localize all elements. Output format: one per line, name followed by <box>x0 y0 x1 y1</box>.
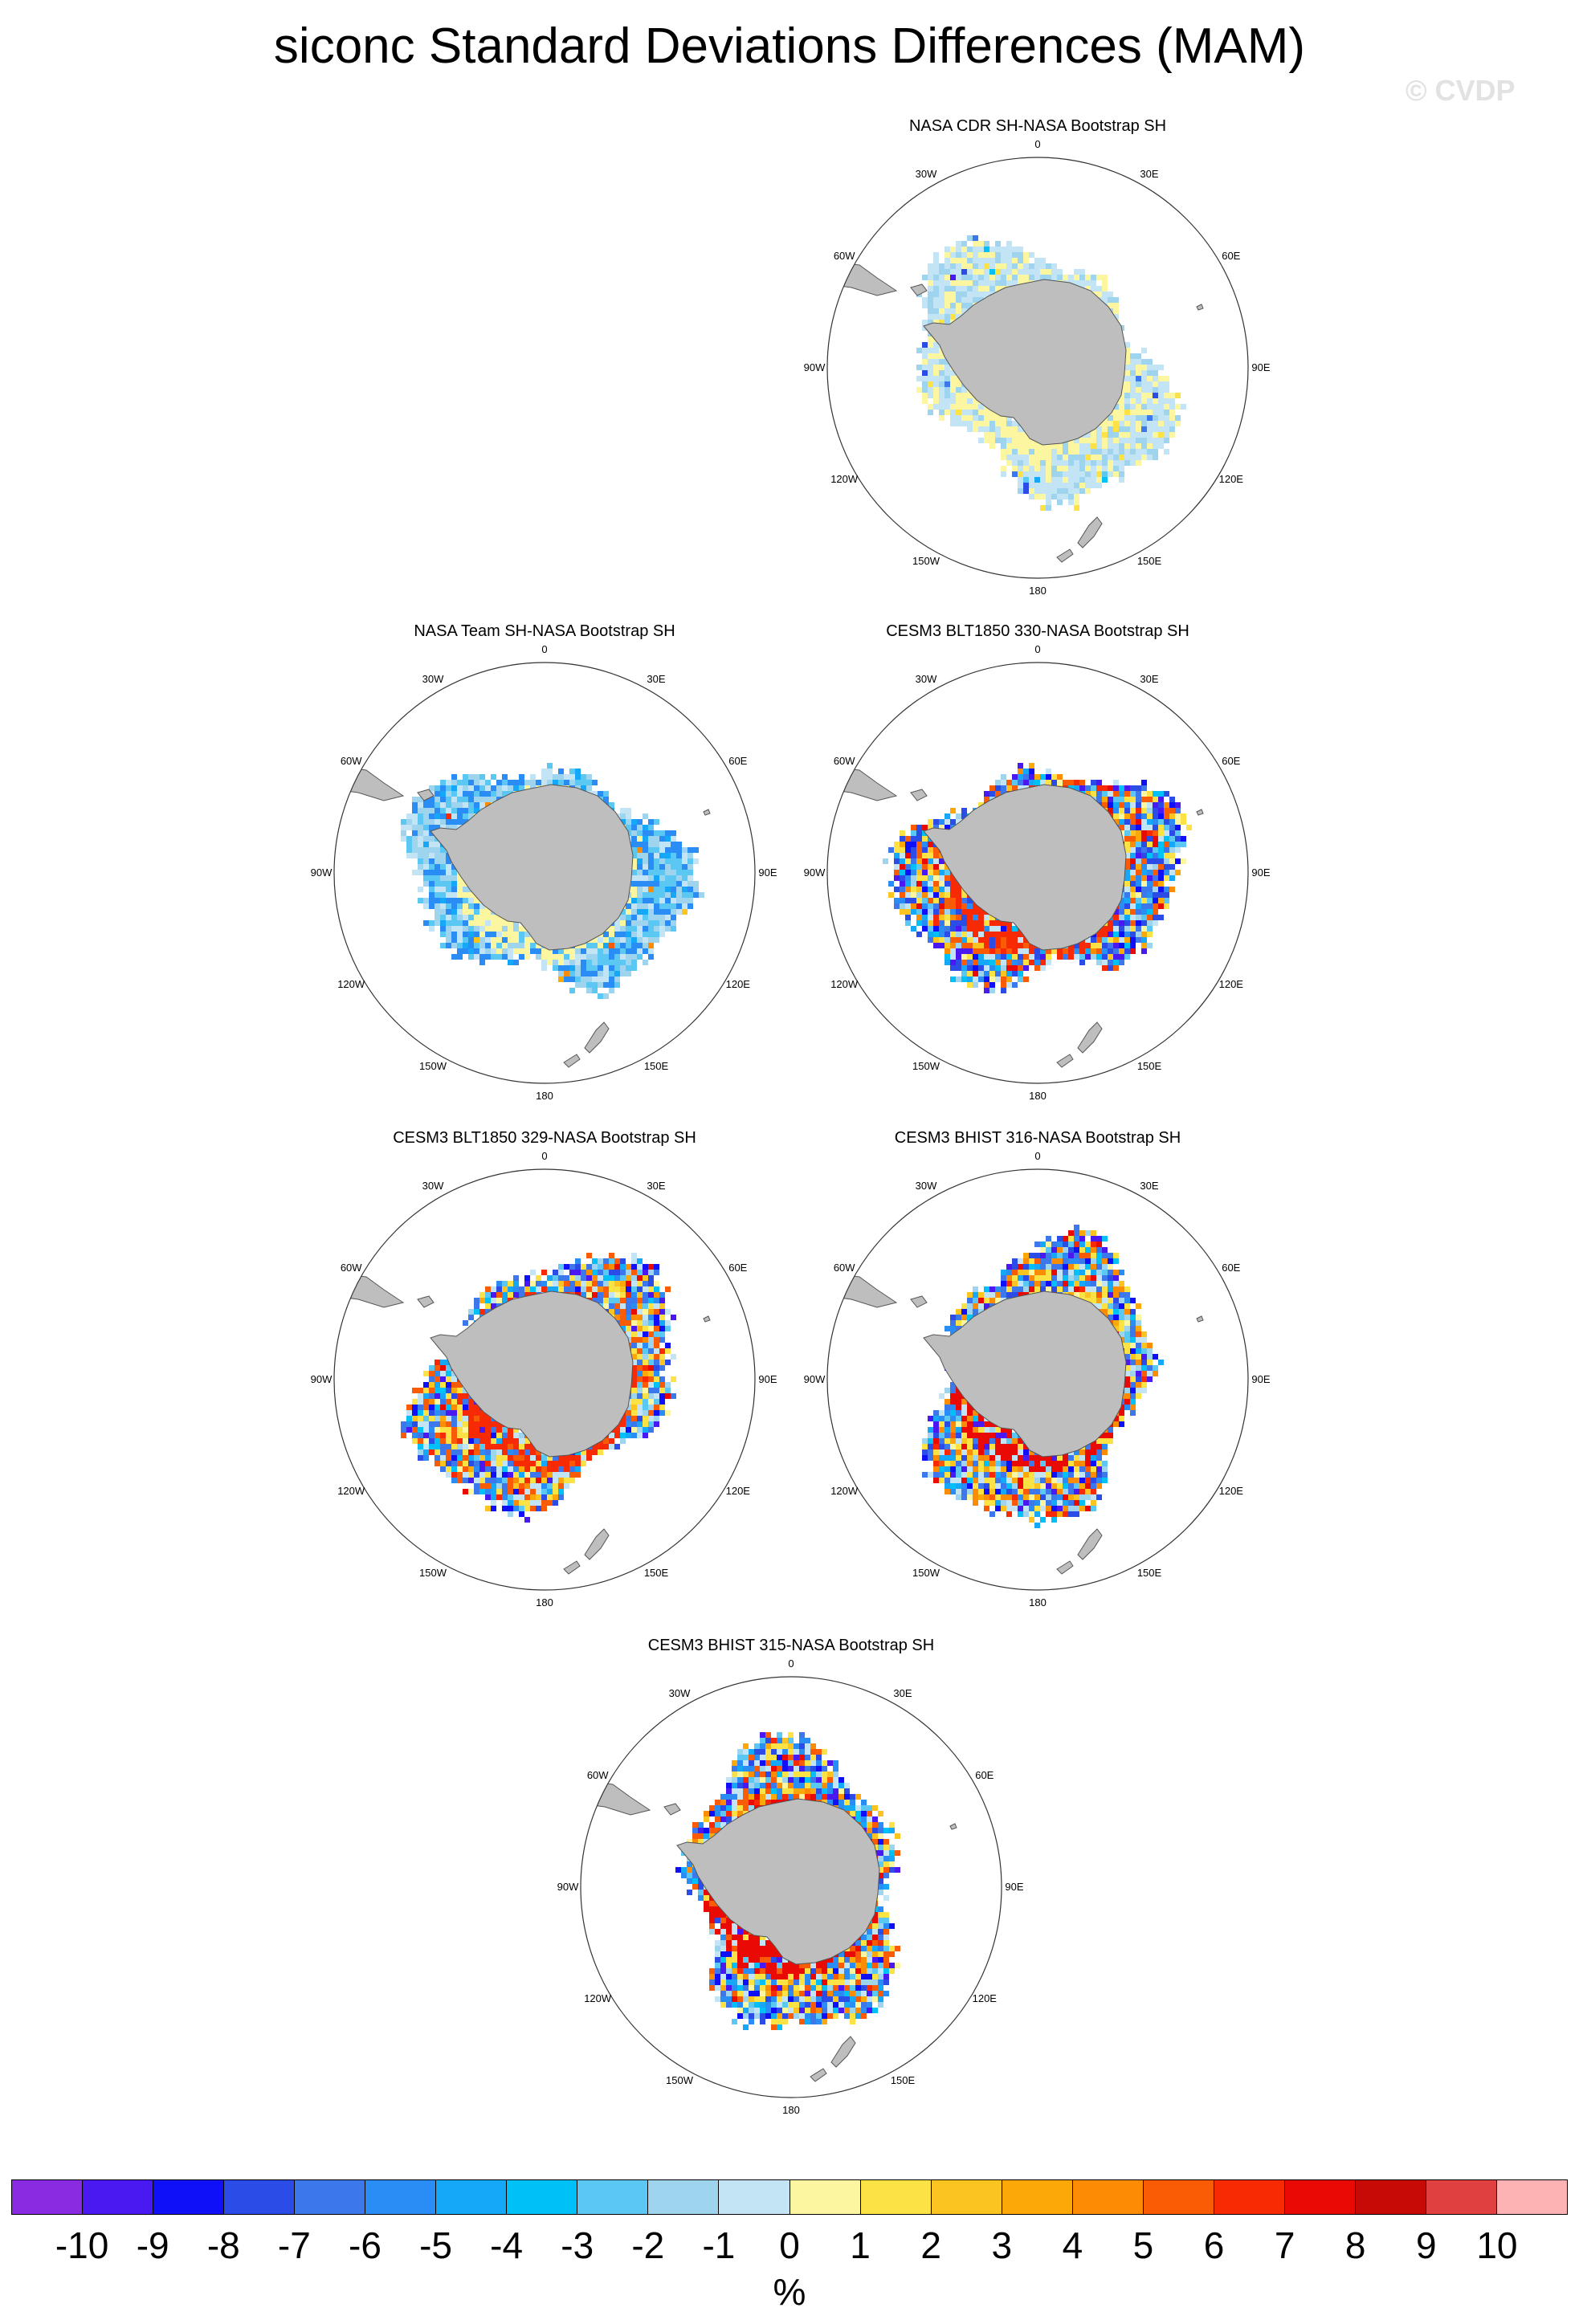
longitude-label-180: 180 <box>536 1596 553 1608</box>
colorbar-unit: % <box>773 2271 806 2313</box>
colorbar-tick-label: -5 <box>419 2224 452 2266</box>
longitude-label-150e: 150E <box>1136 554 1162 567</box>
panel-title: CESM3 BHIST 315-NASA Bootstrap SH <box>647 1637 935 1654</box>
tasmania-landmass <box>1197 1011 1214 1027</box>
longitude-label-120e: 120E <box>1218 978 1243 990</box>
colorbar-tick-label: 2 <box>920 2224 941 2266</box>
longitude-label-30w: 30W <box>422 673 444 686</box>
panel-title: NASA CDR SH-NASA Bootstrap SH <box>908 117 1167 135</box>
longitude-label-60w: 60W <box>586 1769 609 1781</box>
tasmania-landmass <box>1197 1518 1214 1534</box>
longitude-label-150w: 150W <box>666 2073 693 2086</box>
polar-stereographic-map <box>789 139 1287 597</box>
longitude-label-120w: 120W <box>584 1992 612 2004</box>
colorbar-tick-label: 3 <box>991 2224 1013 2266</box>
panel-title: NASA Team SH-NASA Bootstrap SH <box>414 622 675 640</box>
longitude-label-30e: 30E <box>1140 1180 1159 1193</box>
map-panel-team <box>296 622 794 1103</box>
colorbar-swatch <box>932 2180 1002 2214</box>
longitude-label-30e: 30E <box>1140 168 1159 181</box>
colorbar-tick-label: 0 <box>779 2224 800 2266</box>
colorbar-swatch <box>577 2180 648 2214</box>
longitude-label-30e: 30E <box>893 1687 912 1700</box>
colorbar-tick-label: 7 <box>1274 2224 1295 2266</box>
colorbar-swatch <box>83 2180 153 2214</box>
colorbar-swatch <box>790 2180 861 2214</box>
map-panel-cdr <box>789 116 1287 598</box>
polar-stereographic-map <box>296 1151 794 1608</box>
polar-stereographic-map <box>789 644 1287 1102</box>
colorbar-tick-label: 8 <box>1344 2224 1366 2266</box>
longitude-label-0: 0 <box>541 1151 548 1162</box>
colorbar-tick-label: 4 <box>1062 2224 1083 2266</box>
longitude-label-150w: 150W <box>912 1566 940 1579</box>
longitude-label-60w: 60W <box>833 250 855 262</box>
colorbar-swatch <box>153 2180 224 2214</box>
longitude-label-90w: 90W <box>803 866 826 879</box>
tasmania-landmass <box>704 1518 721 1534</box>
page-title: siconc Standard Deviations Differences (MAM) <box>273 18 1306 74</box>
longitude-label-0: 0 <box>541 644 548 655</box>
longitude-label-150w: 150W <box>912 554 940 567</box>
colorbar <box>11 2179 1568 2215</box>
longitude-label-90w: 90W <box>557 1881 579 1893</box>
colorbar-tick-label: -6 <box>349 2224 381 2266</box>
colorbar-tick-label: -10 <box>55 2224 109 2266</box>
colorbar-swatch <box>719 2180 790 2214</box>
colorbar-swatch <box>365 2180 436 2214</box>
longitude-label-120w: 120W <box>337 978 365 990</box>
longitude-label-30e: 30E <box>647 673 666 686</box>
longitude-label-90e: 90E <box>758 866 777 879</box>
polar-stereographic-map <box>296 644 794 1102</box>
colorbar-tick-label: 5 <box>1132 2224 1154 2266</box>
longitude-label-60e: 60E <box>1222 250 1241 262</box>
longitude-label-30w: 30W <box>668 1687 691 1700</box>
longitude-label-180: 180 <box>1029 1596 1047 1608</box>
colorbar-tick-label: 10 <box>1476 2224 1518 2266</box>
polar-stereographic-map <box>542 1658 1040 2116</box>
longitude-label-90e: 90E <box>1251 361 1271 373</box>
colorbar-tick-label: -3 <box>561 2224 594 2266</box>
longitude-label-90w: 90W <box>310 866 333 879</box>
colorbar-swatch <box>1073 2180 1144 2214</box>
tasmania-landmass <box>950 2025 968 2041</box>
longitude-label-60e: 60E <box>728 755 748 767</box>
colorbar-tick-label: -7 <box>277 2224 311 2266</box>
colorbar-swatch <box>1497 2180 1567 2214</box>
longitude-label-120w: 120W <box>830 978 859 990</box>
longitude-label-0: 0 <box>1034 644 1041 655</box>
tasmania-landmass <box>1197 506 1214 522</box>
longitude-label-180: 180 <box>1029 585 1047 597</box>
colorbar-swatch <box>648 2180 719 2214</box>
longitude-label-150w: 150W <box>912 1059 940 1072</box>
longitude-label-90e: 90E <box>1005 1881 1024 1893</box>
longitude-label-120w: 120W <box>337 1485 365 1497</box>
map-panel-blt1850-329 <box>296 1128 794 1610</box>
panel-title: CESM3 BLT1850 330-NASA Bootstrap SH <box>886 622 1189 640</box>
longitude-label-120e: 120E <box>725 1485 750 1497</box>
colorbar-swatch <box>295 2180 365 2214</box>
panel-title: CESM3 BHIST 316-NASA Bootstrap SH <box>894 1129 1181 1147</box>
longitude-label-150e: 150E <box>643 1059 669 1072</box>
longitude-label-90e: 90E <box>758 1373 777 1385</box>
longitude-label-30w: 30W <box>915 1180 937 1193</box>
longitude-label-150w: 150W <box>419 1059 447 1072</box>
colorbar-swatch <box>436 2180 507 2214</box>
longitude-label-150e: 150E <box>1136 1566 1162 1579</box>
colorbar-tick-label: 9 <box>1416 2224 1437 2266</box>
watermark: © CVDP <box>1406 74 1516 107</box>
longitude-label-120e: 120E <box>972 1992 997 2004</box>
longitude-label-60e: 60E <box>1222 755 1241 767</box>
longitude-label-180: 180 <box>782 2104 800 2116</box>
map-panel-bhist-316 <box>789 1128 1287 1610</box>
colorbar-tick-label: -1 <box>702 2224 736 2266</box>
longitude-label-120w: 120W <box>830 1485 859 1497</box>
longitude-label-0: 0 <box>1034 1151 1041 1162</box>
colorbar-swatch <box>1144 2180 1214 2214</box>
colorbar-swatch <box>861 2180 932 2214</box>
panel-title: CESM3 BLT1850 329-NASA Bootstrap SH <box>393 1129 696 1147</box>
longitude-label-60e: 60E <box>975 1769 994 1781</box>
longitude-label-150e: 150E <box>1136 1059 1162 1072</box>
longitude-label-60e: 60E <box>728 1262 748 1274</box>
longitude-label-90w: 90W <box>310 1373 333 1385</box>
longitude-label-30w: 30W <box>422 1180 444 1193</box>
colorbar-swatch <box>1426 2180 1497 2214</box>
longitude-label-90e: 90E <box>1251 1373 1271 1385</box>
longitude-label-150e: 150E <box>643 1566 669 1579</box>
longitude-label-150w: 150W <box>419 1566 447 1579</box>
colorbar-labels <box>11 2223 1568 2271</box>
longitude-label-150e: 150E <box>890 2073 916 2086</box>
map-panel-bhist-315 <box>542 1636 1040 2118</box>
longitude-label-120e: 120E <box>1218 1485 1243 1497</box>
colorbar-tick-label: 6 <box>1203 2224 1225 2266</box>
colorbar-swatch <box>507 2180 577 2214</box>
longitude-label-120e: 120E <box>725 978 750 990</box>
longitude-label-180: 180 <box>536 1090 553 1102</box>
longitude-label-90w: 90W <box>803 1373 826 1385</box>
colorbar-tick-label: -2 <box>631 2224 665 2266</box>
longitude-label-30e: 30E <box>647 1180 666 1193</box>
longitude-label-60w: 60W <box>340 755 362 767</box>
map-panel-blt1850-330 <box>789 622 1287 1103</box>
colorbar-swatch <box>1214 2180 1285 2214</box>
longitude-label-180: 180 <box>1029 1090 1047 1102</box>
tasmania-landmass <box>704 1011 721 1027</box>
longitude-label-60e: 60E <box>1222 1262 1241 1274</box>
polar-stereographic-map <box>789 1151 1287 1608</box>
colorbar-swatch <box>1356 2180 1426 2214</box>
colorbar-tick-label: -8 <box>206 2224 240 2266</box>
colorbar-tick-label: -4 <box>490 2224 524 2266</box>
longitude-label-0: 0 <box>788 1658 794 1670</box>
colorbar-tick-label: 1 <box>850 2224 871 2266</box>
longitude-label-90w: 90W <box>803 361 826 373</box>
longitude-label-60w: 60W <box>340 1262 362 1274</box>
longitude-label-30e: 30E <box>1140 673 1159 686</box>
longitude-label-60w: 60W <box>833 1262 855 1274</box>
colorbar-tick-label: -9 <box>136 2224 169 2266</box>
colorbar-swatch <box>12 2180 83 2214</box>
colorbar-swatch <box>1002 2180 1073 2214</box>
colorbar-swatch <box>1285 2180 1356 2214</box>
longitude-label-60w: 60W <box>833 755 855 767</box>
longitude-label-30w: 30W <box>915 673 937 686</box>
longitude-label-120e: 120E <box>1218 473 1243 485</box>
longitude-label-90e: 90E <box>1251 866 1271 879</box>
longitude-label-120w: 120W <box>830 473 859 485</box>
colorbar-swatch <box>224 2180 295 2214</box>
longitude-label-0: 0 <box>1034 139 1041 150</box>
longitude-label-30w: 30W <box>915 168 937 181</box>
